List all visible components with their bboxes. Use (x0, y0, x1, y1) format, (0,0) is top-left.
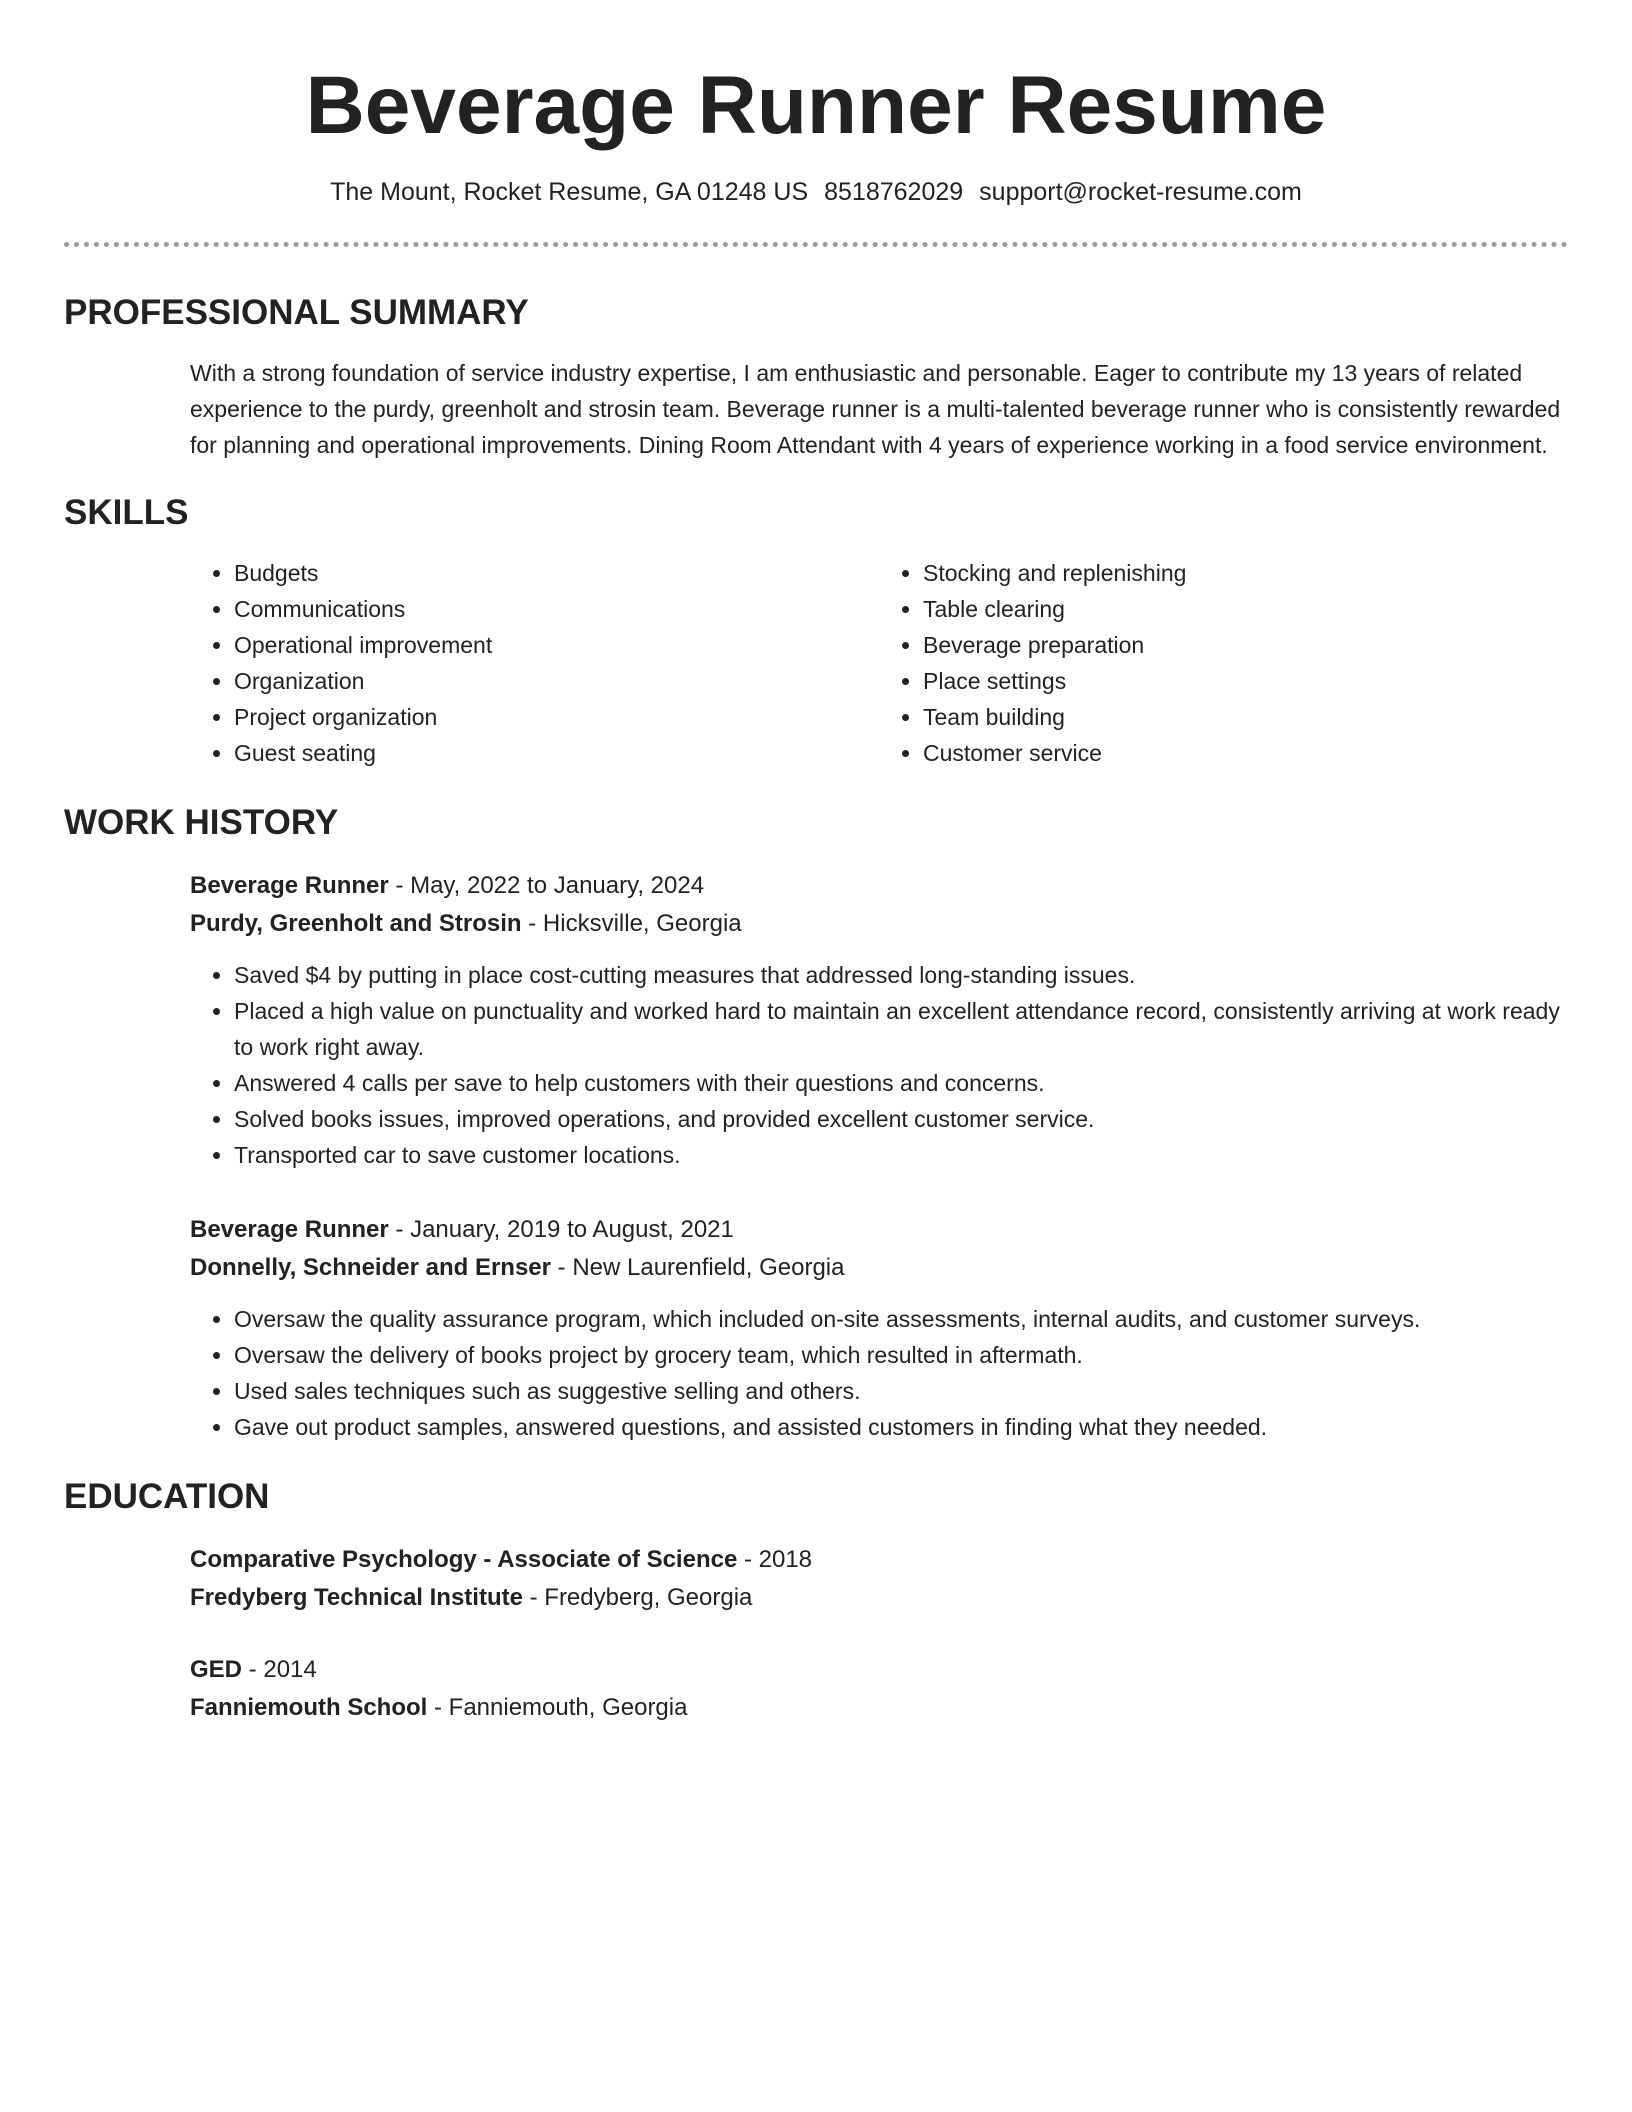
education-degree: GED (190, 1656, 243, 1683)
job-bullet: • Answered 4 calls per save to help customers with their questions and concerns. (234, 1065, 1568, 1101)
skill-item: • Beverage preparation (923, 627, 1568, 663)
resume-title: Beverage Runner Resume (305, 60, 1327, 151)
job-company: Donnelly, Schneider and Ernser (190, 1254, 551, 1281)
summary-text: With a strong foundation of service industry expertise, I am enthusiastic and personable. Eager to contribute my 13 years of related experience to the purdy, greenholt and strosin team. Beverage runner is a multi-talented beverage runner who is consistently rewarded for planning and operational improvements. Dining Room Attendant with 4 years of experience working in a food service environment. (190, 360, 1561, 458)
job-company-line (190, 1249, 1568, 1287)
job-company: Purdy, Greenholt and Strosin (190, 910, 522, 937)
section-title-skills: SKILLS (64, 493, 189, 532)
job-bullet: • Saved $4 by putting in place cost-cutting measures that addressed long-standing issues. (234, 957, 1568, 993)
job-bullet-list (190, 957, 1568, 1173)
job-dates: - May, 2022 to January, 2024 (388, 872, 705, 899)
skill-item: • Communications (234, 591, 879, 627)
job-role: Beverage Runner (190, 1216, 389, 1243)
education-location: - Fredyberg, Georgia (522, 1584, 753, 1611)
skill-item: • Guest seating (234, 735, 879, 771)
contact-address: The Mount, Rocket Resume, GA 01248 US (330, 178, 809, 206)
skill-item: • Operational improvement (234, 627, 879, 663)
job-bullet: • Gave out product samples, answered questions, and assisted customers in finding what they needed. (234, 1409, 1568, 1445)
skill-item: • Team building (923, 699, 1568, 735)
job-bullet: • Oversaw the delivery of books project by grocery team, which resulted in aftermath. (234, 1337, 1568, 1373)
job-location: - Hicksville, Georgia (521, 910, 742, 937)
job-role-line (190, 867, 1568, 905)
job-company-line (190, 905, 1568, 943)
section-title-work-history: WORK HISTORY (64, 803, 339, 842)
skills-list-right (879, 555, 1568, 771)
contact-phone: 8518762029 (824, 178, 964, 206)
skills-list-left (190, 555, 879, 771)
education-school: Fanniemouth School (190, 1694, 428, 1721)
job-role: Beverage Runner (190, 872, 389, 899)
job-location: - New Laurenfield, Georgia (550, 1254, 845, 1281)
job-entry (190, 1211, 1568, 1445)
education-entry (190, 1651, 1568, 1727)
job-bullet: • Solved books issues, improved operations, and provided excellent customer service. (234, 1101, 1568, 1137)
job-role-line (190, 1211, 1568, 1249)
skills-grid (190, 555, 1568, 771)
education-location: - Fanniemouth, Georgia (427, 1694, 688, 1721)
skill-item: • Project organization (234, 699, 879, 735)
contact-line (64, 176, 1568, 208)
job-bullet-list (190, 1301, 1568, 1445)
job-bullet: • Oversaw the quality assurance program, which included on-site assessments, internal audits, and customer surveys. (234, 1301, 1568, 1337)
resume-page (64, 0, 1568, 1727)
job-entry (190, 867, 1568, 1173)
job-bullet: • Used sales techniques such as suggestive selling and others. (234, 1373, 1568, 1409)
skill-item: • Customer service (923, 735, 1568, 771)
education-degree-line (190, 1651, 1568, 1689)
skill-item: • Budgets (234, 555, 879, 591)
education-year: - 2014 (242, 1656, 317, 1683)
education-school: Fredyberg Technical Institute (190, 1584, 523, 1611)
education-school-line (190, 1579, 1568, 1617)
education-entry (190, 1541, 1568, 1617)
header-divider (64, 242, 1568, 247)
skill-item: • Table clearing (923, 591, 1568, 627)
education-degree-line (190, 1541, 1568, 1579)
education-degree: Comparative Psychology - Associate of Science (190, 1546, 738, 1573)
education-school-line (190, 1689, 1568, 1727)
job-bullet: • Placed a high value on punctuality and worked hard to maintain an excellent attendance record, consistently arriving at work ready to work right away. (234, 993, 1568, 1065)
section-title-summary: PROFESSIONAL SUMMARY (64, 293, 529, 332)
job-bullet: • Transported car to save customer locations. (234, 1137, 1568, 1173)
education-year: - 2018 (737, 1546, 813, 1573)
skill-item: • Organization (234, 663, 879, 699)
contact-email: support@rocket-resume.com (979, 178, 1302, 206)
job-dates: - January, 2019 to August, 2021 (388, 1216, 734, 1243)
skill-item: • Place settings (923, 663, 1568, 699)
skill-item: • Stocking and replenishing (923, 555, 1568, 591)
section-title-education: EDUCATION (64, 1477, 270, 1516)
